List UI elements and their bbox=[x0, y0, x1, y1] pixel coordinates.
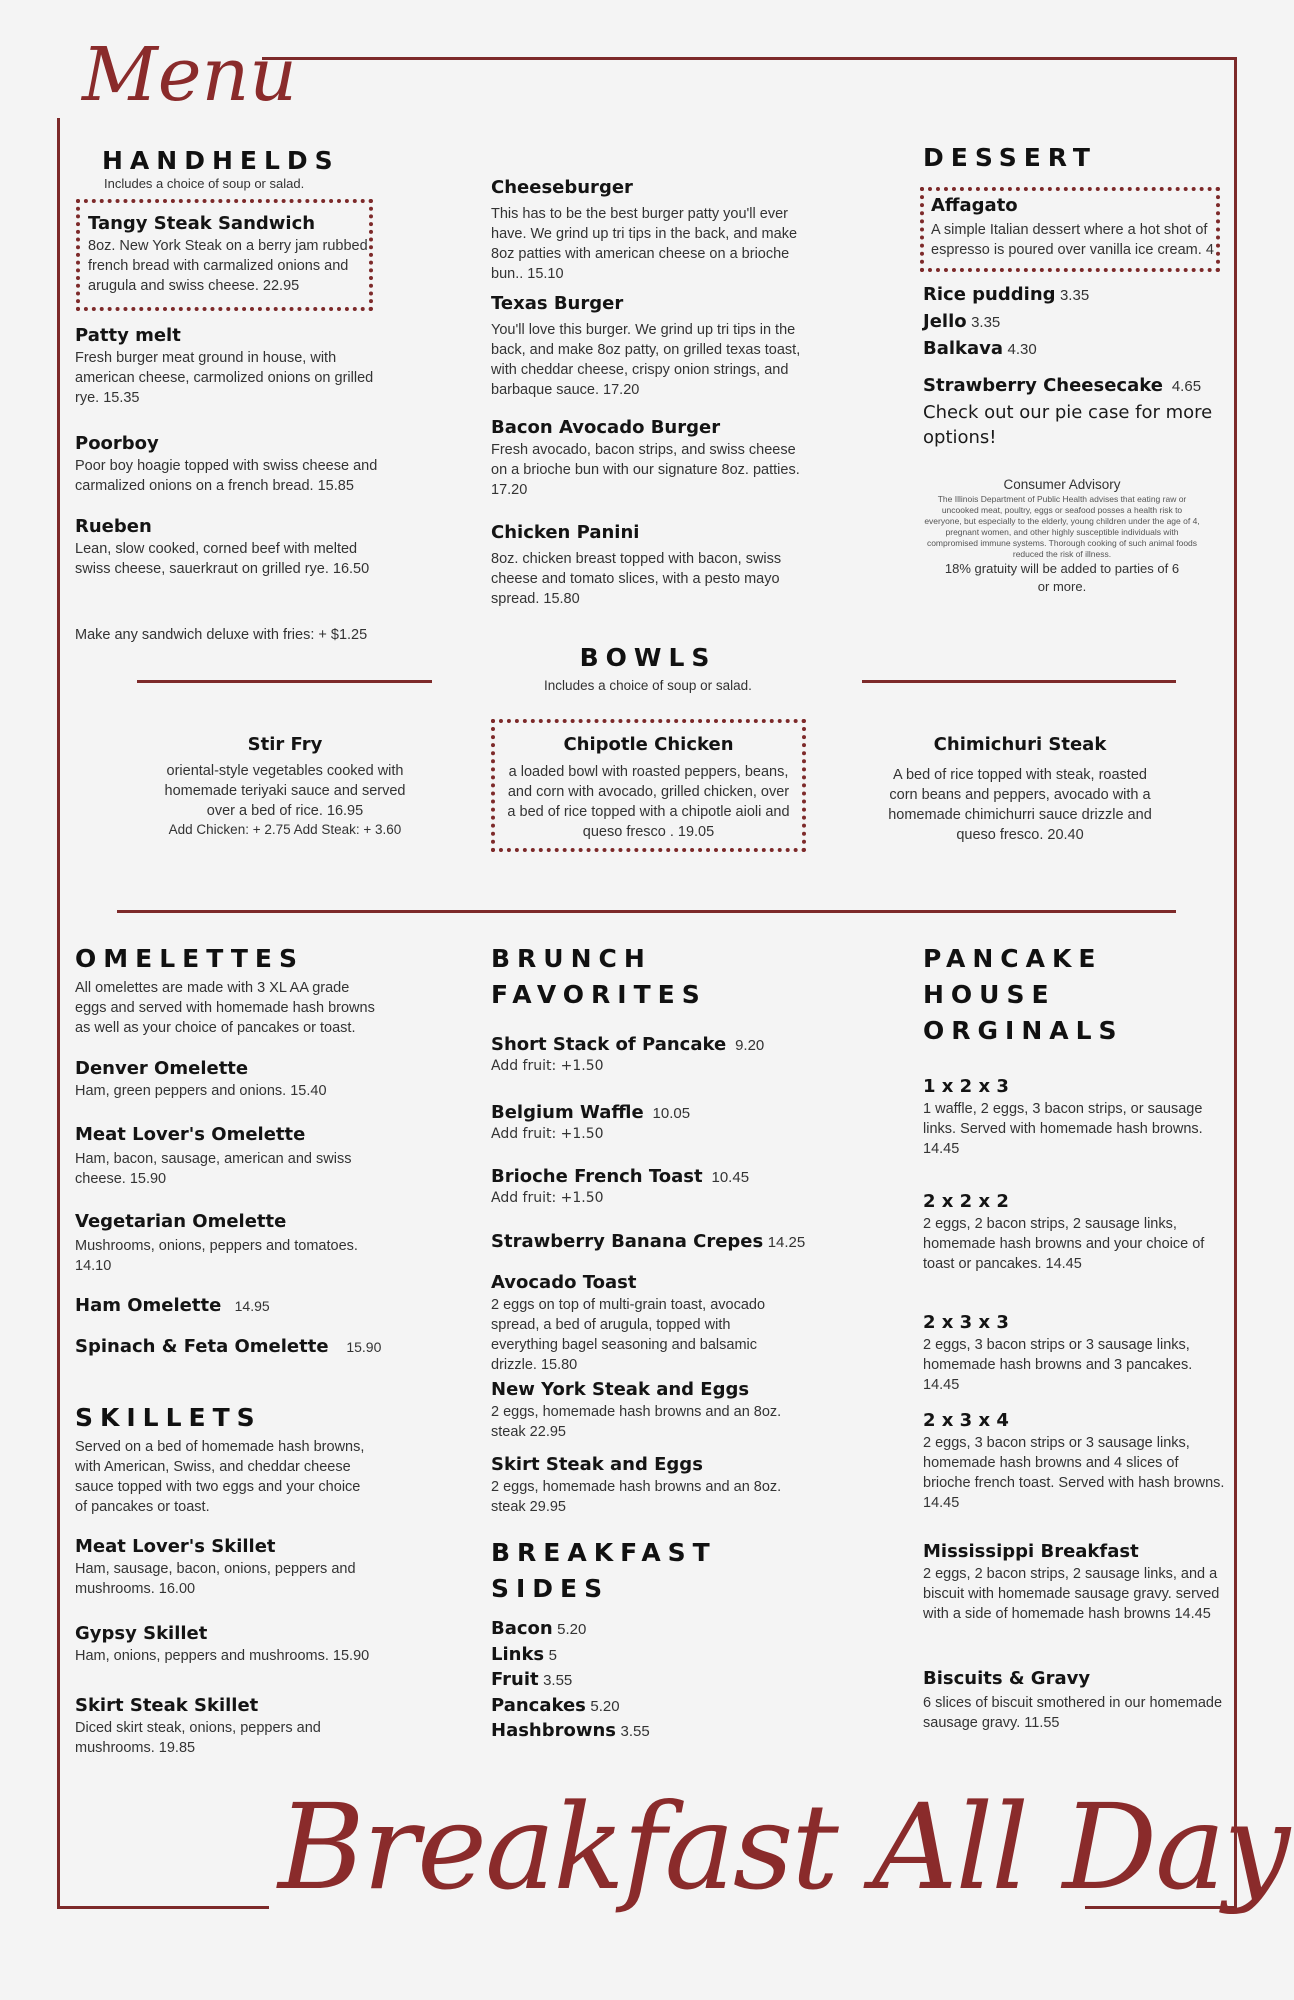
menu-item bbox=[923, 1409, 1228, 1513]
item-price: 3.35 bbox=[971, 314, 1001, 331]
item-extra: Add Chicken: + 2.75 Add Steak: + 3.60 bbox=[168, 822, 402, 837]
item-desc: Add fruit: +1.50 bbox=[491, 1190, 604, 1206]
skillets-note: Served on a bed of homemade hash browns, with American, Swiss, and cheddar cheese sauce topped with two eggs and your choice of pancakes or toast. bbox=[75, 1439, 365, 1515]
item-name: Poorboy bbox=[75, 433, 159, 454]
item-price: 15.90 bbox=[346, 1339, 382, 1355]
frame-top-line bbox=[262, 57, 1237, 60]
item-desc: 1 waffle, 2 eggs, 3 bacon strips, or sausage links. Served with homemade hash browns. 14.45 bbox=[923, 1101, 1203, 1157]
item-price: 10.45 bbox=[711, 1169, 750, 1186]
pancake-heading-line3: ORGINALS bbox=[923, 1016, 1124, 1045]
menu-item bbox=[75, 1535, 375, 1599]
pancake-heading-line2: HOUSE bbox=[923, 980, 1056, 1009]
item-name: Strawberry Cheesecake bbox=[923, 375, 1163, 396]
menu-item bbox=[75, 432, 385, 496]
menu-item bbox=[75, 515, 375, 579]
menu-item bbox=[75, 1335, 405, 1359]
item-desc: A simple Italian dessert where a hot shot of espresso is poured over vanilla ice cream. 4 bbox=[931, 222, 1214, 258]
item-name: Rice pudding bbox=[923, 284, 1056, 305]
item-desc: 2 eggs on top of multi-grain toast, avocado spread, a bed of arugula, topped with everything bagel seasoning and balsamic drizzle. 15.80 bbox=[491, 1297, 766, 1373]
handhelds-heading: HANDHELDS bbox=[102, 146, 340, 175]
frame-left-line bbox=[57, 118, 60, 1909]
item-name: 2 x 3 x 4 bbox=[923, 1410, 1009, 1431]
menu-item bbox=[923, 1667, 1228, 1733]
menu-item bbox=[931, 194, 1216, 260]
item-name: Skirt Steak and Eggs bbox=[491, 1454, 703, 1475]
item-desc: 2 eggs, 2 bacon strips, 2 sausage links, and a biscuit with homemade sausage gravy. served with a side of homemade hash browns 14.45 bbox=[923, 1566, 1220, 1622]
menu-item bbox=[923, 1540, 1228, 1624]
item-desc: Fresh avocado, bacon strips, and swiss cheese on a brioche bun with our signature 8oz. patties. 17.20 bbox=[491, 442, 800, 498]
menu-item bbox=[491, 1033, 811, 1075]
list-item bbox=[923, 283, 1223, 310]
menu-item bbox=[491, 1230, 831, 1254]
menu-item bbox=[491, 521, 791, 609]
item-name: Vegetarian Omelette bbox=[75, 1211, 287, 1232]
item-name: Balkava bbox=[923, 338, 1004, 359]
menu-item bbox=[491, 176, 801, 284]
bowl-item bbox=[885, 733, 1155, 845]
item-name: 2 x 3 x 3 bbox=[923, 1312, 1009, 1333]
list-item bbox=[923, 374, 1223, 401]
frame-right-line bbox=[1234, 57, 1237, 1909]
item-name: Meat Lover's Omelette bbox=[75, 1124, 306, 1145]
advisory-text: The Illinois Department of Public Health advises that eating raw or uncooked meat, poultry, eggs or seafood posses a health risk to everyone, but especially to the elderly, young children under the age of 4, pregnant women, and other highly susceptible individuals with compromised immune systems. Thorough cooking of such animal foods reduced the risk of illness. bbox=[924, 494, 1200, 559]
item-name: Tangy Steak Sandwich bbox=[88, 213, 316, 234]
item-price: 4.65 bbox=[1171, 378, 1202, 395]
item-name: Cheeseburger bbox=[491, 177, 633, 198]
bowl-item bbox=[503, 733, 794, 842]
frame-bottom-left-line bbox=[57, 1906, 269, 1909]
item-price: 3.55 bbox=[543, 1672, 573, 1689]
bowls-rule-right bbox=[862, 680, 1176, 683]
menu-item bbox=[491, 1378, 791, 1442]
item-price: 5.20 bbox=[557, 1621, 587, 1638]
menu-item bbox=[491, 1271, 801, 1375]
item-name: Brioche French Toast bbox=[491, 1166, 703, 1187]
item-desc: Lean, slow cooked, corned beef with melted swiss cheese, sauerkraut on grilled rye. 16.50 bbox=[75, 541, 370, 577]
advisory-title: Consumer Advisory bbox=[1003, 477, 1121, 492]
menu-item bbox=[491, 1165, 811, 1207]
menu-title: Menu bbox=[82, 32, 297, 118]
item-price: 9.20 bbox=[735, 1037, 765, 1054]
item-name: Bacon Avocado Burger bbox=[491, 417, 721, 438]
pie-case-note: Check out our pie case for more options! bbox=[923, 402, 1213, 448]
item-desc: oriental-style vegetables cooked with homemade teriyaki sauce and served over a bed of rice. 16.95 bbox=[164, 763, 406, 819]
menu-item bbox=[75, 1123, 375, 1189]
item-name: Chipotle Chicken bbox=[563, 734, 734, 755]
item-name: Belgium Waffle bbox=[491, 1102, 644, 1123]
menu-item bbox=[75, 1057, 375, 1101]
menu-item bbox=[88, 212, 368, 296]
bowls-rule-left bbox=[137, 680, 432, 683]
brunch-heading-line2: FAVORITES bbox=[491, 980, 707, 1009]
skillets-heading: SKILLETS bbox=[75, 1403, 262, 1432]
item-name: New York Steak and Eggs bbox=[491, 1379, 750, 1400]
item-price: 3.55 bbox=[620, 1723, 650, 1740]
item-price: 3.35 bbox=[1059, 287, 1090, 304]
menu-item bbox=[75, 1294, 395, 1318]
dessert-list bbox=[923, 283, 1223, 401]
section-divider-rule bbox=[117, 910, 1176, 913]
item-name: Chimichuri Steak bbox=[933, 734, 1107, 755]
item-desc: 2 eggs, 3 bacon strips or 3 sausage links, homemade hash browns and 3 pancakes. 14.45 bbox=[923, 1337, 1193, 1393]
pancake-house-heading bbox=[923, 941, 1124, 1049]
sides-heading-line1: BREAKFAST bbox=[491, 1538, 717, 1567]
item-name: Patty melt bbox=[75, 325, 181, 346]
item-desc: 8oz. chicken breast topped with bacon, swiss cheese and tomato slices, with a pesto mayo spread. 15.80 bbox=[491, 551, 782, 607]
list-item bbox=[923, 310, 1223, 337]
deluxe-note: Make any sandwich deluxe with fries: + $1.25 bbox=[75, 627, 368, 643]
item-name: Pancakes bbox=[491, 1694, 586, 1716]
menu-item bbox=[75, 1694, 375, 1758]
item-name: Gypsy Skillet bbox=[75, 1623, 208, 1644]
item-desc: Ham, green peppers and onions. 15.40 bbox=[75, 1083, 327, 1099]
item-desc: Ham, sausage, bacon, onions, peppers and mushrooms. 16.00 bbox=[75, 1561, 356, 1597]
item-desc: You'll love this burger. We grind up tri tips in the back, and make 8oz patty, on grilled texas toast, with cheddar cheese, crispy onion strings, and barbaque sauce. 17.20 bbox=[491, 322, 801, 398]
item-name: Ham Omelette bbox=[75, 1295, 222, 1316]
item-desc: Fresh burger meat ground in house, with american cheese, carmolized onions on grilled rye. 15.35 bbox=[75, 350, 374, 406]
item-price: 5.20 bbox=[590, 1697, 620, 1715]
omelettes-note: All omelettes are made with 3 XL AA grade eggs and served with homemade hash browns as well as your choice of pancakes or toast. bbox=[75, 980, 375, 1036]
item-desc: Ham, onions, peppers and mushrooms. 15.90 bbox=[75, 1648, 370, 1664]
item-price: 14.95 bbox=[234, 1298, 270, 1314]
item-name: Stir Fry bbox=[247, 734, 323, 755]
brunch-heading-line1: BRUNCH bbox=[491, 944, 652, 973]
menu-item bbox=[491, 416, 807, 500]
item-desc: Add fruit: +1.50 bbox=[491, 1126, 604, 1142]
item-name: Avocado Toast bbox=[491, 1272, 637, 1293]
item-name: Strawberry Banana Crepes bbox=[491, 1231, 764, 1252]
item-name: Texas Burger bbox=[491, 293, 624, 314]
item-name: Mississippi Breakfast bbox=[923, 1541, 1139, 1562]
item-desc: 8oz. New York Steak on a berry jam rubbed french bread with carmalized onions and arugula and swiss cheese. 22.95 bbox=[88, 238, 368, 294]
item-name: Skirt Steak Skillet bbox=[75, 1695, 259, 1716]
item-name: Chicken Panini bbox=[491, 522, 640, 543]
item-name: Jello bbox=[923, 311, 967, 332]
sides-heading bbox=[491, 1535, 717, 1607]
item-desc: 2 eggs, 3 bacon strips or 3 sausage links, homemade hash browns and 4 slices of brioche french toast. Served with hash browns. 14.45 bbox=[923, 1435, 1225, 1511]
item-name: Fruit bbox=[491, 1669, 539, 1690]
item-desc: Mushrooms, onions, peppers and tomatoes. 14.10 bbox=[75, 1238, 358, 1274]
handhelds-note: Includes a choice of soup or salad. bbox=[104, 176, 305, 191]
item-name: Bacon bbox=[491, 1618, 553, 1639]
item-desc: 2 eggs, 2 bacon strips, 2 sausage links, homemade hash browns and your choice of toast or pancakes. 14.45 bbox=[923, 1216, 1205, 1272]
sides-list bbox=[491, 1617, 791, 1745]
menu-item bbox=[491, 1453, 791, 1517]
consumer-advisory bbox=[922, 476, 1202, 596]
item-desc: 6 slices of biscuit smothered in our homemade sausage gravy. 11.55 bbox=[923, 1695, 1223, 1731]
item-desc: 2 eggs, homemade hash browns and an 8oz. steak 22.95 bbox=[491, 1404, 782, 1440]
item-desc: a loaded bowl with roasted peppers, beans, and corn with avocado, grilled chicken, over a bed of rice topped with a chipotle aioli and queso fresco . 19.05 bbox=[507, 764, 790, 840]
menu-item bbox=[491, 292, 807, 400]
item-desc: Diced skirt steak, onions, peppers and mushrooms. 19.85 bbox=[75, 1720, 321, 1756]
pancake-heading-line1: PANCAKE bbox=[923, 944, 1103, 973]
list-item bbox=[491, 1668, 791, 1694]
item-desc: Ham, bacon, sausage, american and swiss cheese. 15.90 bbox=[75, 1151, 352, 1187]
menu-item bbox=[923, 1311, 1228, 1395]
bowls-heading: BOWLS bbox=[579, 643, 717, 672]
dessert-heading: DESSERT bbox=[923, 143, 1097, 172]
item-name: 2 x 2 x 2 bbox=[923, 1191, 1009, 1212]
item-name: Meat Lover's Skillet bbox=[75, 1536, 276, 1557]
item-desc: A bed of rice topped with steak, roasted corn beans and peppers, avocado with a homemade chimichurri sauce drizzle and queso fresco. 20.40 bbox=[888, 767, 1152, 843]
gratuity-note: 18% gratuity will be added to parties of 6 or more. bbox=[944, 561, 1180, 594]
item-price: 14.25 bbox=[767, 1234, 806, 1251]
bowl-item bbox=[160, 733, 410, 838]
item-desc: Add fruit: +1.50 bbox=[491, 1058, 604, 1074]
list-item bbox=[491, 1694, 791, 1720]
item-name: Denver Omelette bbox=[75, 1058, 249, 1079]
brunch-heading bbox=[491, 941, 707, 1013]
item-desc: 2 eggs, homemade hash browns and an 8oz. steak 29.95 bbox=[491, 1479, 782, 1515]
item-name: 1 x 2 x 3 bbox=[923, 1076, 1009, 1097]
menu-item bbox=[75, 1210, 375, 1276]
item-desc: This has to be the best burger patty you'll ever have. We grind up tri tips in the back, and make 8oz patties with american cheese on a brioche bun.. 15.10 bbox=[491, 206, 798, 282]
item-price: 4.30 bbox=[1007, 341, 1037, 358]
item-name: Links bbox=[491, 1643, 545, 1665]
bowls-note: Includes a choice of soup or salad. bbox=[544, 678, 752, 693]
list-item bbox=[491, 1617, 791, 1643]
menu-item bbox=[491, 1101, 811, 1143]
item-name: Hashbrowns bbox=[491, 1720, 617, 1741]
breakfast-all-day-tagline: Breakfast All Day bbox=[278, 1778, 1289, 1916]
list-item bbox=[491, 1643, 791, 1669]
menu-item bbox=[75, 324, 375, 408]
menu-item bbox=[923, 1190, 1223, 1274]
menu-item bbox=[75, 1622, 395, 1666]
item-name: Rueben bbox=[75, 516, 152, 537]
item-name: Biscuits & Gravy bbox=[923, 1668, 1091, 1689]
item-name: Spinach & Feta Omelette bbox=[75, 1336, 329, 1357]
menu-item bbox=[923, 1075, 1223, 1159]
sides-heading-line2: SIDES bbox=[491, 1574, 610, 1603]
item-price: 10.05 bbox=[652, 1105, 691, 1122]
list-item bbox=[923, 337, 1223, 364]
omelettes-heading: OMELETTES bbox=[75, 944, 304, 973]
item-name: Affagato bbox=[931, 195, 1018, 216]
item-desc: Poor boy hoagie topped with swiss cheese and carmalized onions on a french bread. 15.85 bbox=[75, 458, 378, 494]
item-name: Short Stack of Pancake bbox=[491, 1034, 727, 1055]
item-price: 5 bbox=[548, 1646, 557, 1664]
list-item bbox=[491, 1719, 791, 1745]
